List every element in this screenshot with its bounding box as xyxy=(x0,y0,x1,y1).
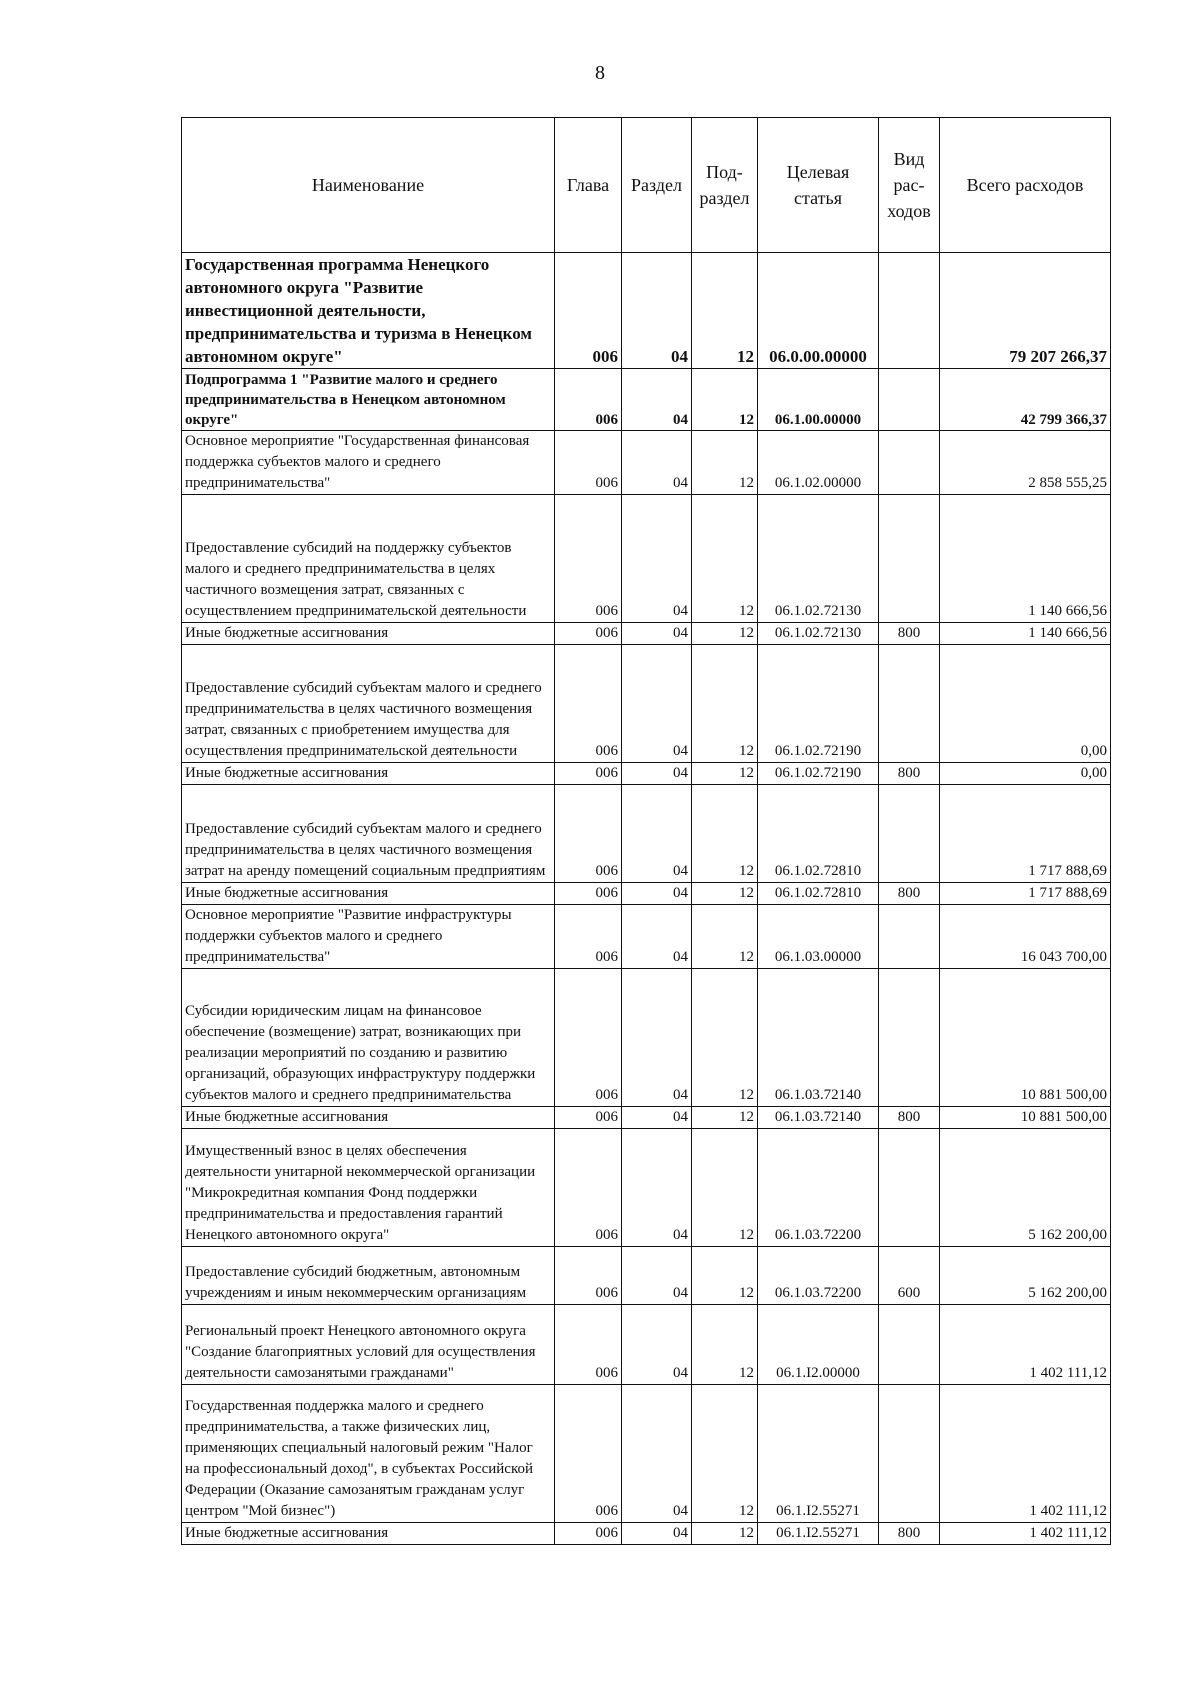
budget-table xyxy=(181,117,1111,1545)
row-target: 06.0.00.00000 xyxy=(758,253,879,369)
header-name: Наименование xyxy=(182,118,555,253)
row-razdel: 04 xyxy=(622,905,692,969)
table-row xyxy=(182,369,1111,431)
row-podrazdel: 12 xyxy=(692,645,758,763)
row-razdel: 04 xyxy=(622,369,692,431)
row-razdel: 04 xyxy=(622,1107,692,1129)
row-target: 06.1.02.72130 xyxy=(758,495,879,623)
row-target: 06.1.03.00000 xyxy=(758,905,879,969)
row-vid xyxy=(879,253,940,369)
row-name: Основное мероприятие "Государственная финансовая поддержка субъектов малого и среднего предпринимательства" xyxy=(182,431,555,495)
row-vid: 800 xyxy=(879,763,940,785)
header-vid: Вид рас- ходов xyxy=(879,118,940,253)
row-vid xyxy=(879,645,940,763)
header-glava: Глава xyxy=(555,118,622,253)
row-glava: 006 xyxy=(555,905,622,969)
row-podrazdel: 12 xyxy=(692,763,758,785)
row-vid xyxy=(879,1129,940,1247)
table-row xyxy=(182,1305,1111,1385)
table-row xyxy=(182,645,1111,763)
row-glava: 006 xyxy=(555,645,622,763)
header-razdel: Раздел xyxy=(622,118,692,253)
row-name: Иные бюджетные ассигнования xyxy=(182,623,555,645)
row-razdel: 04 xyxy=(622,623,692,645)
row-name: Субсидии юридическим лицам на финансовое обеспечение (возмещение) затрат, возникающих при реализации мероприятий по созданию и развитию организаций, образующих инфраструктуру поддержки субъектов малого и среднего предпринимательства xyxy=(182,969,555,1107)
row-vid: 800 xyxy=(879,883,940,905)
row-target: 06.1.03.72200 xyxy=(758,1129,879,1247)
table-row xyxy=(182,785,1111,883)
row-total: 1 402 111,12 xyxy=(940,1523,1111,1545)
row-total: 10 881 500,00 xyxy=(940,969,1111,1107)
row-target: 06.1.02.72810 xyxy=(758,883,879,905)
page-number: 8 xyxy=(595,62,605,84)
row-podrazdel: 12 xyxy=(692,1305,758,1385)
table-row xyxy=(182,1107,1111,1129)
row-vid: 800 xyxy=(879,623,940,645)
row-glava: 006 xyxy=(555,1385,622,1523)
header-row xyxy=(182,118,1111,253)
row-razdel: 04 xyxy=(622,1523,692,1545)
row-total: 5 162 200,00 xyxy=(940,1129,1111,1247)
row-vid: 800 xyxy=(879,1523,940,1545)
row-vid: 800 xyxy=(879,1107,940,1129)
table-row xyxy=(182,763,1111,785)
row-name: Подпрограмма 1 "Развитие малого и среднего предпринимательства в Ненецком автономном округе" xyxy=(182,369,555,431)
row-podrazdel: 12 xyxy=(692,969,758,1107)
table-row xyxy=(182,623,1111,645)
row-glava: 006 xyxy=(555,1523,622,1545)
row-total: 42 799 366,37 xyxy=(940,369,1111,431)
row-total: 1 140 666,56 xyxy=(940,495,1111,623)
row-podrazdel: 12 xyxy=(692,431,758,495)
row-podrazdel: 12 xyxy=(692,623,758,645)
row-name: Региональный проект Ненецкого автономного округа "Создание благоприятных условий для осуществления деятельности самозанятыми гражданами" xyxy=(182,1305,555,1385)
row-name: Государственная программа Ненецкого автономного округа "Развитие инвестиционной деятельности, предпринимательства и туризма в Ненецком автономном округе" xyxy=(182,253,555,369)
row-target: 06.1.I2.00000 xyxy=(758,1305,879,1385)
table-row xyxy=(182,1523,1111,1545)
row-podrazdel: 12 xyxy=(692,883,758,905)
row-glava: 006 xyxy=(555,431,622,495)
row-name: Основное мероприятие "Развитие инфраструктуры поддержки субъектов малого и среднего предпринимательства" xyxy=(182,905,555,969)
table-row xyxy=(182,1129,1111,1247)
table-row xyxy=(182,1385,1111,1523)
row-razdel: 04 xyxy=(622,1385,692,1523)
row-total: 0,00 xyxy=(940,645,1111,763)
row-target: 06.1.03.72140 xyxy=(758,969,879,1107)
table-row xyxy=(182,253,1111,369)
row-glava: 006 xyxy=(555,1129,622,1247)
row-glava: 006 xyxy=(555,623,622,645)
row-podrazdel: 12 xyxy=(692,1523,758,1545)
table-row xyxy=(182,969,1111,1107)
row-target: 06.1.02.72130 xyxy=(758,623,879,645)
row-razdel: 04 xyxy=(622,645,692,763)
row-total: 5 162 200,00 xyxy=(940,1247,1111,1305)
row-glava: 006 xyxy=(555,969,622,1107)
row-total: 79 207 266,37 xyxy=(940,253,1111,369)
row-target: 06.1.I2.55271 xyxy=(758,1523,879,1545)
row-name: Иные бюджетные ассигнования xyxy=(182,1107,555,1129)
row-glava: 006 xyxy=(555,883,622,905)
row-total: 1 140 666,56 xyxy=(940,623,1111,645)
row-total: 1 717 888,69 xyxy=(940,785,1111,883)
row-total: 1 402 111,12 xyxy=(940,1305,1111,1385)
row-razdel: 04 xyxy=(622,969,692,1107)
row-target: 06.1.02.72810 xyxy=(758,785,879,883)
row-name: Иные бюджетные ассигнования xyxy=(182,763,555,785)
table-row xyxy=(182,495,1111,623)
row-target: 06.1.00.00000 xyxy=(758,369,879,431)
row-podrazdel: 12 xyxy=(692,495,758,623)
row-podrazdel: 12 xyxy=(692,905,758,969)
row-name: Предоставление субсидий бюджетным, автономным учреждениям и иным некоммерческим организациям xyxy=(182,1247,555,1305)
row-name: Предоставление субсидий на поддержку субъектов малого и среднего предпринимательства в целях частичного возмещения затрат, связанных с осуществлением предпринимательской деятельности xyxy=(182,495,555,623)
row-name: Иные бюджетные ассигнования xyxy=(182,1523,555,1545)
table-row xyxy=(182,431,1111,495)
row-razdel: 04 xyxy=(622,883,692,905)
row-glava: 006 xyxy=(555,253,622,369)
row-name: Государственная поддержка малого и среднего предпринимательства, а также физических лиц, применяющих специальный налоговый режим "Налог на профессиональный доход", в субъектах Российской Федерации (Оказание самозанятым гражданам услуг центром "Мой бизнес") xyxy=(182,1385,555,1523)
row-razdel: 04 xyxy=(622,1305,692,1385)
row-total: 2 858 555,25 xyxy=(940,431,1111,495)
row-vid xyxy=(879,369,940,431)
row-razdel: 04 xyxy=(622,763,692,785)
row-total: 1 402 111,12 xyxy=(940,1385,1111,1523)
row-name: Предоставление субсидий субъектам малого и среднего предпринимательства в целях частичного возмещения затрат, связанных с приобретением имущества для осуществления предпринимательской деятельности xyxy=(182,645,555,763)
row-target: 06.1.03.72200 xyxy=(758,1247,879,1305)
header-total: Всего расходов xyxy=(940,118,1111,253)
row-razdel: 04 xyxy=(622,495,692,623)
row-podrazdel: 12 xyxy=(692,369,758,431)
row-vid xyxy=(879,431,940,495)
row-target: 06.1.02.72190 xyxy=(758,645,879,763)
row-name: Предоставление субсидий субъектам малого и среднего предпринимательства в целях частичного возмещения затрат на аренду помещений социальным предприятиям xyxy=(182,785,555,883)
row-glava: 006 xyxy=(555,369,622,431)
row-razdel: 04 xyxy=(622,431,692,495)
row-podrazdel: 12 xyxy=(692,1385,758,1523)
row-podrazdel: 12 xyxy=(692,1107,758,1129)
row-total: 1 717 888,69 xyxy=(940,883,1111,905)
row-glava: 006 xyxy=(555,1305,622,1385)
row-vid xyxy=(879,969,940,1107)
table-row xyxy=(182,905,1111,969)
row-razdel: 04 xyxy=(622,1247,692,1305)
row-glava: 006 xyxy=(555,785,622,883)
row-target: 06.1.03.72140 xyxy=(758,1107,879,1129)
row-razdel: 04 xyxy=(622,253,692,369)
row-vid xyxy=(879,785,940,883)
row-target: 06.1.I2.55271 xyxy=(758,1385,879,1523)
row-vid xyxy=(879,905,940,969)
row-glava: 006 xyxy=(555,1107,622,1129)
row-podrazdel: 12 xyxy=(692,1247,758,1305)
row-target: 06.1.02.72190 xyxy=(758,763,879,785)
row-total: 0,00 xyxy=(940,763,1111,785)
header-podrazdel: Под- раздел xyxy=(692,118,758,253)
row-podrazdel: 12 xyxy=(692,1129,758,1247)
row-razdel: 04 xyxy=(622,785,692,883)
row-total: 10 881 500,00 xyxy=(940,1107,1111,1129)
row-name: Иные бюджетные ассигнования xyxy=(182,883,555,905)
row-glava: 006 xyxy=(555,495,622,623)
row-glava: 006 xyxy=(555,1247,622,1305)
table-row xyxy=(182,1247,1111,1305)
row-name: Имущественный взнос в целях обеспечения деятельности унитарной некоммерческой организации "Микрокредитная компания Фонд поддержки предпринимательства и предоставления гарантий Ненецкого автономного округа" xyxy=(182,1129,555,1247)
row-razdel: 04 xyxy=(622,1129,692,1247)
row-vid xyxy=(879,1305,940,1385)
row-vid xyxy=(879,1385,940,1523)
row-podrazdel: 12 xyxy=(692,253,758,369)
row-total: 16 043 700,00 xyxy=(940,905,1111,969)
row-glava: 006 xyxy=(555,763,622,785)
row-vid: 600 xyxy=(879,1247,940,1305)
row-target: 06.1.02.00000 xyxy=(758,431,879,495)
row-podrazdel: 12 xyxy=(692,785,758,883)
row-vid xyxy=(879,495,940,623)
header-target: Целевая статья xyxy=(758,118,879,253)
table-row xyxy=(182,883,1111,905)
